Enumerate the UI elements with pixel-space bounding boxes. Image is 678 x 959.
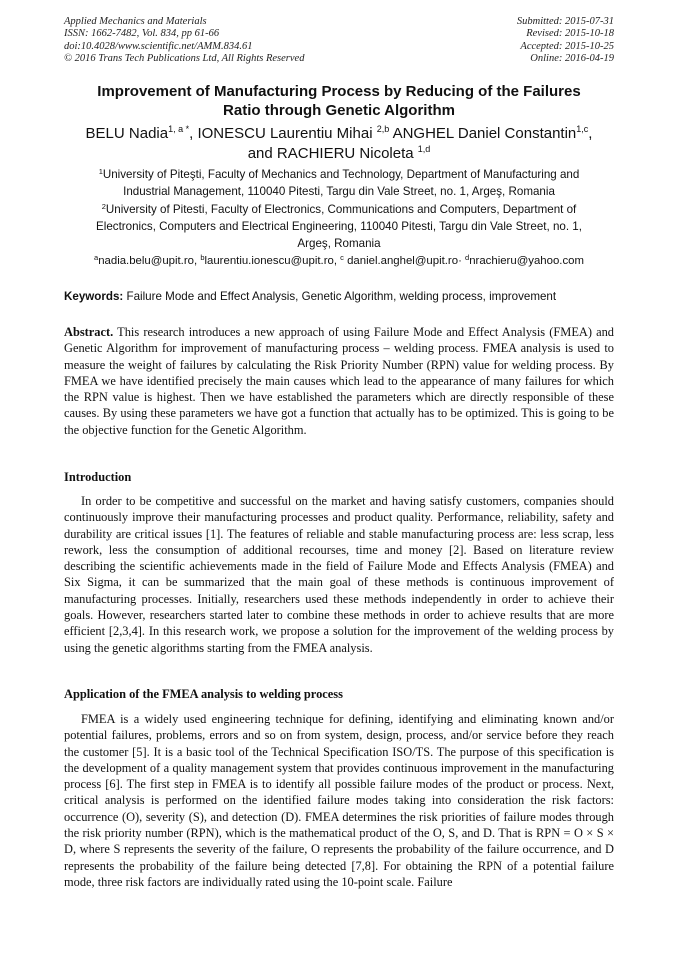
affiliation-1-line-1: University of Piteşti, Faculty of Mechanics and Technology, Department of Manufacturing and (102, 168, 580, 181)
author-4-affil: 1,d (417, 143, 431, 154)
date-revised: Revised: 2015-10-18 (526, 28, 614, 40)
email-c: daniel.anghel@upit.ro· (343, 255, 466, 267)
journal-issn: ISSN: 1662-7482, Vol. 834, pp 61-66 (64, 28, 220, 40)
journal-copyright: © 2016 Trans Tech Publications Ltd, All Rights Reserved (64, 53, 305, 65)
abstract-label: Abstract. (64, 325, 114, 339)
affiliation-2-line-1: University of Pitesti, Faculty of Electronics, Communications and Computers, Department of (105, 203, 577, 216)
introduction-heading: Introduction (64, 470, 132, 484)
author-2: IONESCU Laurentiu Mihai (197, 125, 373, 142)
email-b-mark: b (200, 253, 205, 262)
author-2-affil: 2,b (376, 124, 390, 134)
abstract (64, 324, 614, 438)
affiliation-2-line-3: Argeş, Romania (297, 237, 381, 250)
author-3-affil: 1,c (576, 124, 589, 134)
date-accepted: Accepted: 2015-10-25 (520, 40, 614, 52)
keywords-label: Keywords: (64, 290, 124, 303)
keywords (64, 288, 624, 305)
author-3: ANGHEL Daniel Constantin (392, 125, 577, 142)
affiliation-2 (64, 201, 614, 252)
authors-line-2 (58, 144, 620, 164)
email-d: nrachieru@yahoo.com (469, 255, 584, 267)
journal-name: Applied Mechanics and Materials (64, 16, 207, 27)
email-a: nadia.belu@upit.ro, (98, 255, 201, 267)
abstract-text: This research introduces a new approach of using Failure Mode and Effect Analysis (FMEA) and Genetic Algorithm for improvement of manufacturing process – welding process. FMEA analysis is used to measure the weight of failures by calculating the Risk Priority Number (RPN) value for welding process. By FMEA we have identified precisely the main causes which lead to the appearance of many failures for which the RPN value is highest. Then we have established the parameters which are directly responsible of these causes. By using these parameters we have got a function that actually has to be optimized. This is going to be the objective function for the Genetic Algorithm. (64, 325, 614, 437)
affiliation-2-mark: 2 (101, 202, 106, 211)
email-a-mark: a (94, 253, 99, 262)
affiliation-1-line-2: Industrial Management, 110040 Pitesti, Targu din Vale Street, no. 1, Argeş, Romania (123, 185, 555, 198)
keywords-text: Failure Mode and Effect Analysis, Genetic Algorithm, welding process, improvement (123, 290, 557, 303)
introduction-text: In order to be competitive and successful on the market and having satisfy customers, companies should continuously improve their manufacturing processes and product quality. Performance, reliability, safety and durability are critical issues [1]. The features of reliable and stable manufacturing process are: less scrap, less rework, less the consumption of additional recourses, time and money [2]. Based on literature review describing the scientific achievements made in the field of Failure Mode and Effects Analysis (FMEA) and Six Sigma, it can be summarized that the main goal of these methods is continuous improvement of manufacturing processes. Initially, researchers used these methods independently in order to achieve their goals. However, researchers started later to combine these methods in order to achieve results that are more efficient [2,3,4]. In this research work, we propose a solution for the improvement of the welding process by using the genetic algorithms starting from the FMEA analysis. (64, 494, 614, 655)
journal-doi: doi:10.4028/www.scientific.net/AMM.834.61 (64, 40, 253, 52)
email-c-mark: c (340, 253, 344, 262)
fmea-section-heading: Application of the FMEA analysis to welding process (64, 687, 343, 701)
author-1: BELU Nadia (85, 125, 169, 142)
paper-title (64, 82, 614, 120)
affiliation-1 (64, 166, 614, 200)
date-submitted: Submitted: 2015-07-31 (516, 16, 614, 27)
email-d-mark: d (465, 253, 470, 262)
publication-dates (517, 16, 614, 66)
email-b: laurentiu.ionescu@upit.ro, (204, 255, 341, 267)
title-line-2: Ratio through Genetic Algorithm (223, 102, 455, 119)
author-4: and RACHIERU Nicoleta (247, 144, 414, 162)
title-line-1: Improvement of Manufacturing Process by Reducing of the Failures (97, 83, 581, 100)
author-list (58, 124, 620, 163)
affiliation-2-line-2: Electronics, Computers and Electrical Engineering, 110040 Pitesti, Targu din Vale Street, no. 1, (96, 220, 582, 233)
affiliation-1-mark: 1 (98, 167, 103, 176)
author-emails (64, 253, 614, 270)
fmea-section-text: FMEA is a widely used engineering technique for defining, identifying and eliminating known and/or potential failures, problems, errors and so on from system, design, process, and/or service before they reach the customer [5]. It is a basic tool of the Technical Specification ISO/TS. The purpose of this specification is the development of a quality management system that provides continuous improvement in the manufacturing process [6]. The first step in FMEA is to identify all possible failure modes of the product or process. Next, critical analysis is performed on the identified failure modes taking into consideration the risk factors: occurrence (O), severity (S), and detection (D). FMEA determines the risk priorities of failure modes through the risk priority number (RPN), which is the mathematical product of the O, S, and D. That is RPN = O × S × D, where S represents the severity of the failure, O represents the probability of the failure occurrence, and D represents the probability of the failure being detected [7,8]. For obtaining the RPN of a potential failure mode, three risk factors are individually rated using the 10-point scale. Failure (64, 712, 614, 889)
date-online: Online: 2016-04-19 (530, 53, 614, 65)
author-1-affil: 1, a * (168, 124, 190, 134)
authors-line-1: BELU Nadia$^{1, a *}$, IONESCU Laurentiu Mihai $^{2,b}$ ANGHEL Daniel Constantin$^{1,c}$, (85, 124, 593, 142)
journal-info (64, 16, 304, 66)
